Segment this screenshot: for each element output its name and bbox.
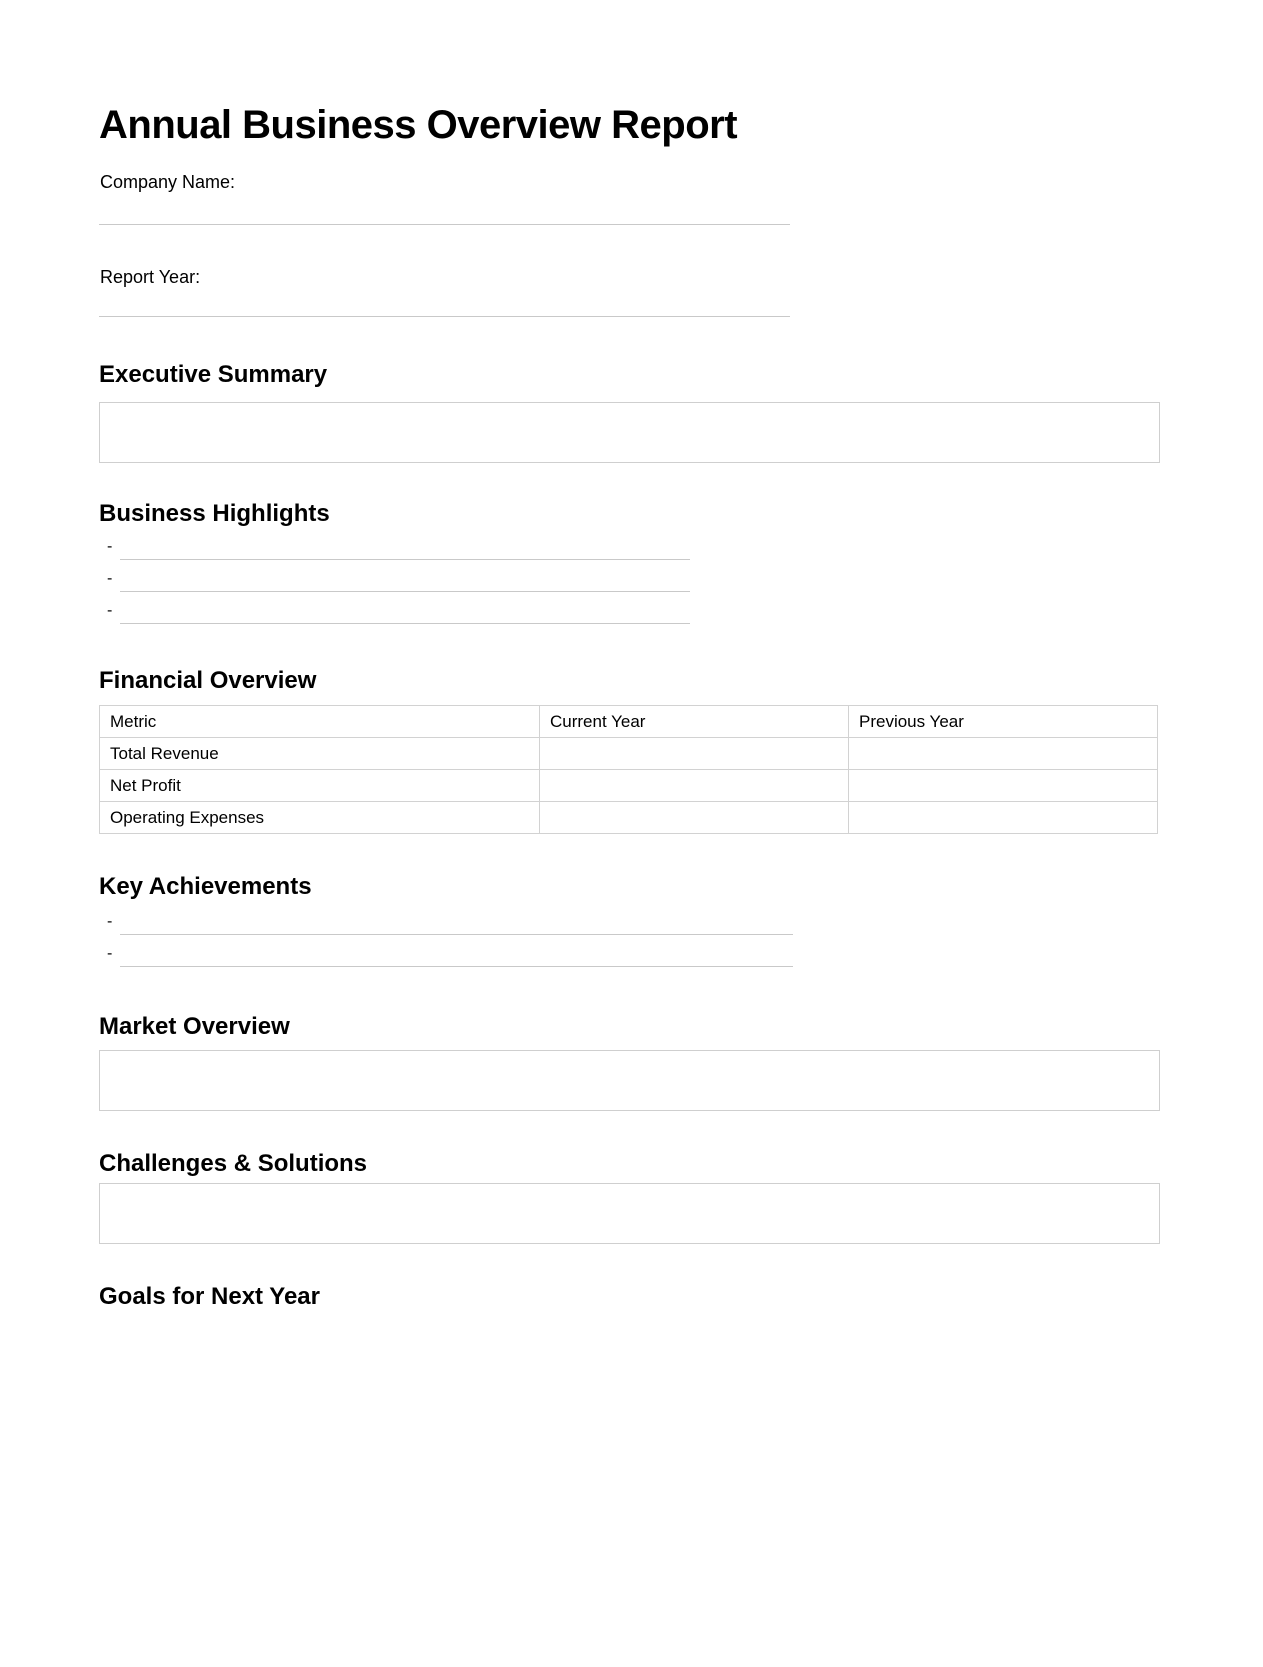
metric-label-total-revenue: Total Revenue bbox=[100, 738, 540, 770]
financial-overview-heading: Financial Overview bbox=[99, 667, 317, 694]
bullet-dash: - bbox=[107, 538, 113, 555]
report-title: Annual Business Overview Report bbox=[99, 103, 738, 147]
bullet-dash: - bbox=[107, 945, 113, 962]
operating-expenses-current-year-cell[interactable] bbox=[540, 802, 849, 834]
highlight-line-input-2[interactable] bbox=[120, 566, 690, 592]
table-row-net-profit bbox=[100, 770, 1158, 802]
executive-summary-heading: Executive Summary bbox=[99, 361, 328, 388]
company-name-label: Company Name: bbox=[100, 172, 236, 192]
highlight-line-row bbox=[99, 528, 719, 560]
challenges-solutions-heading: Challenges & Solutions bbox=[99, 1150, 368, 1177]
column-header-previous-year: Previous Year bbox=[849, 706, 1158, 738]
financial-table-header-row bbox=[100, 706, 1158, 738]
metric-label-operating-expenses: Operating Expenses bbox=[100, 802, 540, 834]
market-overview-heading: Market Overview bbox=[99, 1013, 290, 1040]
challenges-solutions-textarea[interactable] bbox=[99, 1183, 1160, 1244]
achievement-line-row bbox=[99, 935, 819, 967]
highlight-line-row bbox=[99, 560, 719, 592]
column-header-metric: Metric bbox=[100, 706, 540, 738]
total-revenue-current-year-cell[interactable] bbox=[540, 738, 849, 770]
highlight-line-input-3[interactable] bbox=[120, 598, 690, 624]
highlight-line-input-1[interactable] bbox=[120, 534, 690, 560]
market-overview-textarea[interactable] bbox=[99, 1050, 1160, 1111]
executive-summary-textarea[interactable] bbox=[99, 402, 1160, 463]
bullet-dash: - bbox=[107, 570, 113, 587]
bullet-dash: - bbox=[107, 602, 113, 619]
highlight-line-row bbox=[99, 592, 719, 624]
table-row-operating-expenses bbox=[100, 802, 1158, 834]
goals-next-year-heading: Goals for Next Year bbox=[99, 1283, 320, 1310]
report-year-input[interactable] bbox=[99, 287, 790, 317]
achievement-line-row bbox=[99, 903, 819, 935]
achievement-line-input-2[interactable] bbox=[120, 941, 793, 967]
financial-table bbox=[99, 705, 1158, 834]
company-name-input[interactable] bbox=[99, 195, 790, 225]
achievement-line-input-1[interactable] bbox=[120, 909, 793, 935]
metric-label-net-profit: Net Profit bbox=[100, 770, 540, 802]
net-profit-previous-year-cell[interactable] bbox=[849, 770, 1158, 802]
business-highlights-list bbox=[99, 528, 719, 624]
column-header-current-year: Current Year bbox=[540, 706, 849, 738]
key-achievements-list bbox=[99, 903, 819, 967]
operating-expenses-previous-year-cell[interactable] bbox=[849, 802, 1158, 834]
bullet-dash: - bbox=[107, 913, 113, 930]
business-highlights-heading: Business Highlights bbox=[99, 500, 330, 527]
total-revenue-previous-year-cell[interactable] bbox=[849, 738, 1158, 770]
key-achievements-heading: Key Achievements bbox=[99, 873, 312, 900]
table-row-total-revenue bbox=[100, 738, 1158, 770]
report-year-label: Report Year: bbox=[100, 267, 201, 287]
net-profit-current-year-cell[interactable] bbox=[540, 770, 849, 802]
